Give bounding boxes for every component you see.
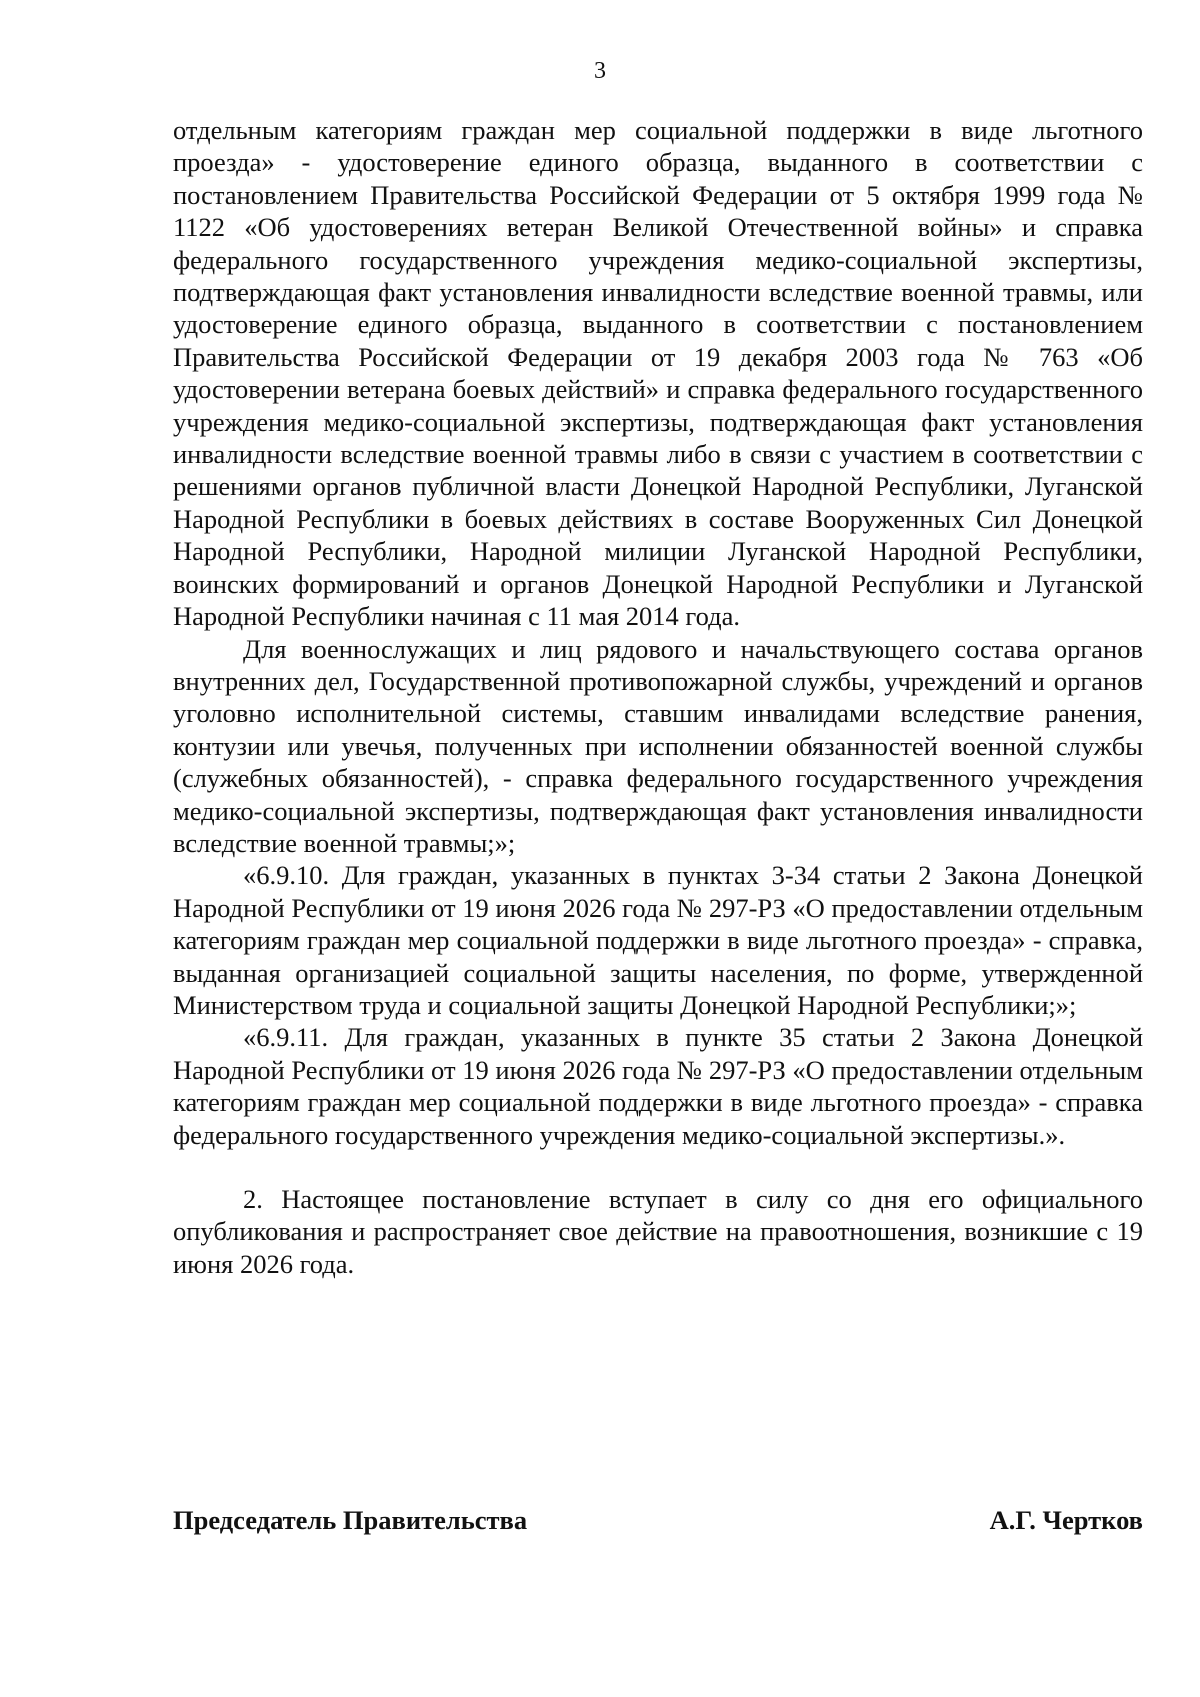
- paragraph-6-9-11: «6.9.11. Для граждан, указанных в пункте 35 статьи 2 Закона Донецкой Народной Республики от 19 июня 2026 года № 297-РЗ «О предоставлении отдельным категориям граждан мер социальной поддержки в виде льготного проезда» - справка федерального государственного учреждения медико-социальной экспертизы.».: [173, 1022, 1143, 1150]
- signatory-name: А.Г. Чертков: [989, 1505, 1143, 1535]
- page-number: 3: [594, 58, 606, 84]
- paragraph-6-9-10: «6.9.10. Для граждан, указанных в пунктах 3-34 статьи 2 Закона Донецкой Народной Республики от 19 июня 2026 года № 297-РЗ «О предоставлении отдельным категориям граждан мер социальной поддержки в виде льготного проезда» - справка, выданная организацией социальной защиты населения, по форме, утвержденной Министерством труда и социальной защиты Донецкой Народной Республики;»;: [173, 860, 1143, 1020]
- signature-block: [173, 1504, 1143, 1536]
- document-body: [173, 114, 1143, 1280]
- signatory-title: Председатель Правительства: [173, 1505, 528, 1535]
- paragraph-effective-date: 2. Настоящее постановление вступает в силу со дня его официального опубликования и распространяет свое действие на правоотношения, возникшие с 19 июня 2026 года.: [173, 1184, 1143, 1279]
- paragraph-continuation: отдельным категориям граждан мер социальной поддержки в виде льготного проезда» - удостоверение единого образца, выданного в соответствии с постановлением Правительства Российской Федерации от 5 октября 1999 года № 1122 «Об удостоверениях ветеран Великой Отечественной войны» и справка федерального государственного учреждения медико-социальной экспертизы, подтверждающая факт установления инвалидности вследствие военной травмы, или удостоверение единого образца, выданного в соответствии с постановлением Правительства Российской Федерации от 19 декабря 2003 года № 763 «Об удостоверении ветерана боевых действий» и справка федерального государственного учреждения медико-социальной экспертизы, подтверждающая факт установления инвалидности вследствие военной травмы либо в связи с участием в соответствии с решениями органов публичной власти Донецкой Народной Республики, Луганской Народной Республики в боевых действиях в составе Вооруженных Сил Донецкой Народной Республики, Народной милиции Луганской Народной Республики, воинских формирований и органов Донецкой Народной Республики и Луганской Народной Республики начиная с 11 мая 2014 года.: [173, 115, 1143, 632]
- paragraph-military-personnel: Для военнослужащих и лиц рядового и начальствующего состава органов внутренних дел, Государственной противопожарной службы, учреждений и органов уголовно исполнительной системы, ставшим инвалидами вследствие ранения, контузии или увечья, полученных при исполнении обязанностей военной службы (служебных обязанностей), - справка федерального государственного учреждения медико-социальной экспертизы, подтверждающая факт установления инвалидности вследствие военной травмы;»;: [173, 633, 1143, 858]
